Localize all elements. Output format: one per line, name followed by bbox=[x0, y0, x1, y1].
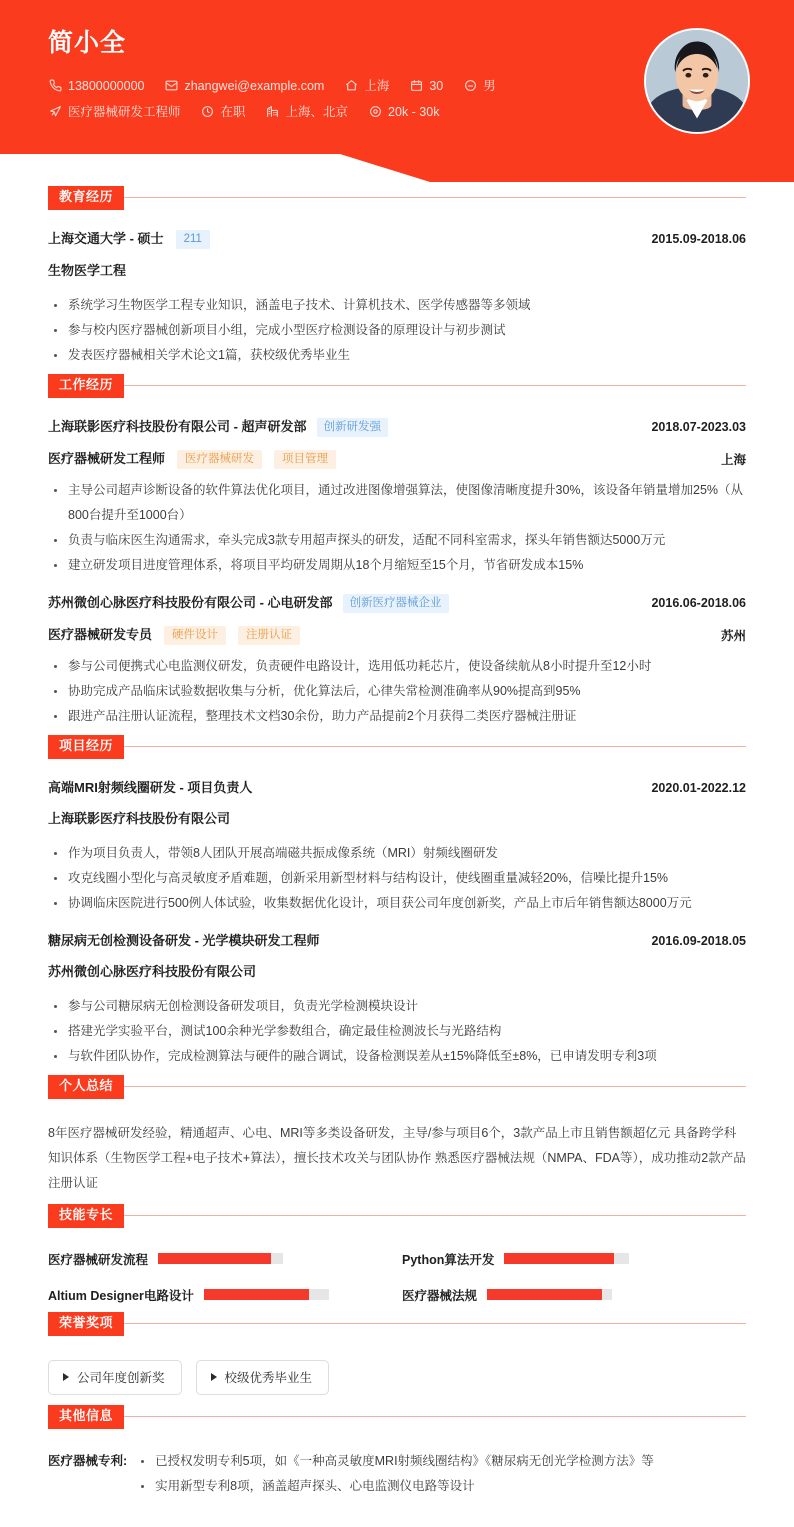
project-bullets bbox=[48, 994, 746, 1069]
list-item: 协调临床医院进行500例人体试验，收集数据优化设计，项目获公司年度创新奖，产品上市后年销售额达8000万元 bbox=[48, 891, 746, 916]
work-role-tag: 注册认证 bbox=[238, 626, 300, 645]
summary-text: 8年医疗器械研发经验，精通超声、心电、MRI等多类设备研发，主导/参与项目6个，3款产品上市且销售额超亿元 具备跨学科知识体系（生物医学工程+电子技术+算法），擅长技术攻关与团队协作 熟悉医疗器械法规（NMPA、FDA等），成功推动2款产品注册认证 bbox=[48, 1125, 746, 1190]
section-header-education bbox=[48, 186, 746, 210]
honor-label: 公司年度创新奖 bbox=[77, 1370, 165, 1385]
list-item: 协助完成产品临床试验数据收集与分析，优化算法后，心律失常检测准确率从90%提高到95% bbox=[48, 679, 746, 704]
avatar bbox=[644, 28, 750, 134]
work-company-badge: 创新医疗器械企业 bbox=[343, 594, 449, 613]
section-header-honors bbox=[48, 1312, 746, 1336]
section-title-summary: 个人总结 bbox=[48, 1075, 124, 1099]
list-item: 跟进产品注册认证流程，整理技术文档30余份，助力产品提前2个月获得二类医疗器械注册证 bbox=[48, 704, 746, 729]
candidate-name: 简小全 bbox=[48, 29, 127, 57]
section-honors bbox=[48, 1312, 746, 1401]
work-company: 苏州微创心脉医疗科技股份有限公司 - 心电研发部 bbox=[48, 595, 333, 611]
job-status bbox=[201, 104, 246, 120]
section-education bbox=[48, 186, 746, 370]
education-entry bbox=[48, 216, 746, 370]
section-projects bbox=[48, 735, 746, 1071]
section-header-summary bbox=[48, 1075, 746, 1099]
project-entry-header bbox=[48, 932, 746, 950]
other-info-label: 医疗器械专利: bbox=[48, 1453, 128, 1468]
education-badge: 211 bbox=[176, 230, 210, 249]
work-entry bbox=[48, 580, 746, 731]
desired-position bbox=[48, 104, 181, 120]
education-school: 上海交通大学 - 硕士 bbox=[48, 231, 164, 247]
desired-position-value: 医疗器械研发工程师 bbox=[68, 104, 181, 119]
work-role-tag: 项目管理 bbox=[274, 450, 336, 469]
honors-list bbox=[48, 1342, 746, 1401]
other-info-block bbox=[48, 1435, 746, 1503]
section-title-honors: 荣誉奖项 bbox=[48, 1312, 124, 1336]
skill-progress-track bbox=[204, 1289, 329, 1300]
work-company: 上海联影医疗科技股份有限公司 - 超声研发部 bbox=[48, 419, 307, 435]
contact-phone-value: 13800000000 bbox=[68, 78, 145, 93]
skill-progress-fill bbox=[204, 1289, 309, 1300]
play-triangle-icon bbox=[211, 1373, 217, 1381]
section-summary bbox=[48, 1075, 746, 1200]
contact-age-value: 30 bbox=[429, 78, 444, 93]
skills-grid bbox=[48, 1234, 746, 1308]
work-entry-header bbox=[48, 418, 746, 437]
salary-icon bbox=[368, 105, 382, 119]
work-role-row bbox=[48, 450, 746, 469]
list-item: 系统学习生物医学工程专业知识，涵盖电子技术、计算机技术、医学传感器等多领域 bbox=[48, 293, 746, 318]
contact-row-primary bbox=[48, 78, 516, 94]
project-name: 糖尿病无创检测设备研发 - 光学模块研发工程师 bbox=[48, 932, 320, 948]
contact-phone bbox=[48, 78, 144, 94]
skill-progress-fill bbox=[487, 1289, 602, 1300]
section-other bbox=[48, 1405, 746, 1503]
project-date: 2016.09-2018.05 bbox=[651, 933, 746, 948]
work-bullets bbox=[48, 654, 746, 729]
play-triangle-icon bbox=[63, 1373, 69, 1381]
contact-row-secondary bbox=[48, 104, 516, 120]
contact-email bbox=[164, 78, 324, 94]
mail-icon bbox=[164, 79, 178, 93]
work-role-tag: 硬件设计 bbox=[164, 626, 226, 645]
work-location: 苏州 bbox=[720, 629, 746, 644]
section-divider bbox=[124, 746, 746, 747]
section-divider bbox=[124, 1215, 746, 1216]
list-item: 参与校内医疗器械创新项目小组，完成小型医疗检测设备的原理设计与初步测试 bbox=[48, 318, 746, 343]
section-divider bbox=[124, 1086, 746, 1087]
project-entry-header bbox=[48, 779, 746, 797]
education-date: 2015.09-2018.06 bbox=[651, 232, 746, 247]
header-text-block bbox=[48, 28, 516, 130]
phone-icon bbox=[48, 79, 62, 93]
education-bullets bbox=[48, 293, 746, 368]
list-item: 作为项目负责人，带领8人团队开展高端磁共振成像系统（MRI）射频线圈研发 bbox=[48, 841, 746, 866]
work-bullets bbox=[48, 478, 746, 578]
work-date: 2018.07-2023.03 bbox=[651, 420, 746, 435]
list-item: 已授权发明专利5项，如《一种高灵敏度MRI射频线圈结构》《糖尿病无创光学检测方法》等 bbox=[135, 1449, 746, 1474]
section-work bbox=[48, 374, 746, 731]
home-icon bbox=[344, 79, 358, 93]
skill-item bbox=[402, 1250, 746, 1268]
contact-hometown-value: 上海 bbox=[364, 78, 390, 93]
skill-progress-track bbox=[158, 1253, 283, 1264]
project-name: 高端MRI射频线圈研发 - 项目负责人 bbox=[48, 779, 253, 795]
section-title-skills: 技能专长 bbox=[48, 1204, 124, 1228]
section-title-projects: 项目经历 bbox=[48, 735, 124, 759]
work-role: 医疗器械研发工程师 bbox=[48, 451, 166, 467]
work-role-tag: 医疗器械研发 bbox=[177, 450, 262, 469]
skill-item bbox=[48, 1250, 392, 1268]
project-entry bbox=[48, 765, 746, 918]
list-item: 参与公司糖尿病无创检测设备研发项目，负责光学检测模块设计 bbox=[48, 994, 746, 1019]
section-header-projects bbox=[48, 735, 746, 759]
skill-label: 医疗器械研发流程 bbox=[48, 1252, 149, 1267]
list-item: 攻克线圈小型化与高灵敏度矛盾难题，创新采用新型材料与结构设计，使线圈重量减轻20%，信噪比提升15% bbox=[48, 866, 746, 891]
list-item: 建立研发项目进度管理体系，将项目平均研发周期从18个月缩短至15个月，节省研发成本15% bbox=[48, 553, 746, 578]
list-item: 发表医疗器械相关学术论文1篇，获校级优秀毕业生 bbox=[48, 343, 746, 368]
work-location: 上海 bbox=[720, 453, 746, 468]
work-role: 医疗器械研发专员 bbox=[48, 627, 153, 643]
skill-item bbox=[402, 1286, 746, 1304]
contact-gender bbox=[463, 78, 496, 94]
honor-chip[interactable] bbox=[48, 1360, 182, 1395]
job-status-value: 在职 bbox=[220, 104, 246, 119]
resume-body bbox=[0, 186, 794, 1527]
skill-label: Python算法开发 bbox=[402, 1252, 495, 1267]
education-entry-header bbox=[48, 230, 746, 249]
desired-city bbox=[266, 104, 349, 120]
desired-salary bbox=[368, 104, 439, 120]
work-entry bbox=[48, 404, 746, 580]
section-header-skills bbox=[48, 1204, 746, 1228]
list-item: 搭建光学实验平台，测试100余种光学参数组合，确定最佳检测波长与光路结构 bbox=[48, 1019, 746, 1044]
resume-header bbox=[0, 0, 794, 182]
header-wedge-decoration bbox=[0, 136, 794, 182]
contact-hometown bbox=[344, 78, 389, 94]
section-header-other bbox=[48, 1405, 746, 1429]
status-icon bbox=[201, 105, 215, 119]
honor-chip[interactable] bbox=[196, 1360, 330, 1395]
section-title-education: 教育经历 bbox=[48, 186, 124, 210]
contact-email-value: zhangwei@example.com bbox=[184, 78, 325, 93]
skill-progress-fill bbox=[504, 1253, 614, 1264]
section-divider bbox=[124, 1416, 746, 1417]
desired-city-value: 上海、北京 bbox=[285, 104, 349, 119]
section-divider bbox=[124, 385, 746, 386]
section-header-work bbox=[48, 374, 746, 398]
list-item: 负责与临床医生沟通需求，牵头完成3款专用超声探头的研发，适配不同科室需求，探头年销售额达5000万元 bbox=[48, 528, 746, 553]
project-company: 上海联影医疗科技股份有限公司 bbox=[48, 810, 231, 826]
work-company-badge: 创新研发强 bbox=[317, 418, 389, 437]
work-role-row bbox=[48, 626, 746, 645]
section-title-work: 工作经历 bbox=[48, 374, 124, 398]
project-entry bbox=[48, 918, 746, 1071]
contact-gender-value: 男 bbox=[483, 78, 496, 93]
skill-progress-track bbox=[504, 1253, 629, 1264]
section-skills bbox=[48, 1204, 746, 1308]
gender-icon bbox=[463, 79, 477, 93]
project-company: 苏州微创心脉医疗科技股份有限公司 bbox=[48, 963, 257, 979]
list-item: 参与公司便携式心电监测仪研发，负责硬件电路设计，选用低功耗芯片，使设备续航从8小时提升至12小时 bbox=[48, 654, 746, 679]
work-date: 2016.06-2018.06 bbox=[651, 596, 746, 611]
education-major: 生物医学工程 bbox=[48, 262, 127, 278]
other-info-bullets bbox=[135, 1449, 746, 1499]
list-item: 主导公司超声诊断设备的软件算法优化项目，通过改进图像增强算法，使图像清晰度提升30%，该设备年销量增加25%（从800台提升至1000台） bbox=[48, 478, 746, 528]
honor-label: 校级优秀毕业生 bbox=[224, 1370, 313, 1385]
skill-progress-fill bbox=[158, 1253, 271, 1264]
section-divider bbox=[124, 1323, 746, 1324]
section-divider bbox=[124, 197, 746, 198]
skill-progress-track bbox=[487, 1289, 612, 1300]
desired-salary-value: 20k - 30k bbox=[388, 104, 440, 119]
section-title-other: 其他信息 bbox=[48, 1405, 124, 1429]
skill-label: Altium Designer电路设计 bbox=[48, 1288, 194, 1303]
calendar-icon bbox=[409, 79, 423, 93]
list-item: 实用新型专利8项，涵盖超声探头、心电监测仪电路等设计 bbox=[135, 1474, 746, 1499]
list-item: 与软件团队协作，完成检测算法与硬件的融合调试，设备检测误差从±15%降低至±8%，已申请发明专利3项 bbox=[48, 1044, 746, 1069]
skill-item bbox=[48, 1286, 392, 1304]
skill-label: 医疗器械法规 bbox=[402, 1288, 478, 1303]
city-icon bbox=[266, 105, 280, 119]
work-entry-header bbox=[48, 594, 746, 613]
rocket-icon bbox=[48, 105, 62, 119]
project-date: 2020.01-2022.12 bbox=[651, 780, 746, 795]
project-bullets bbox=[48, 841, 746, 916]
contact-age bbox=[409, 78, 443, 94]
